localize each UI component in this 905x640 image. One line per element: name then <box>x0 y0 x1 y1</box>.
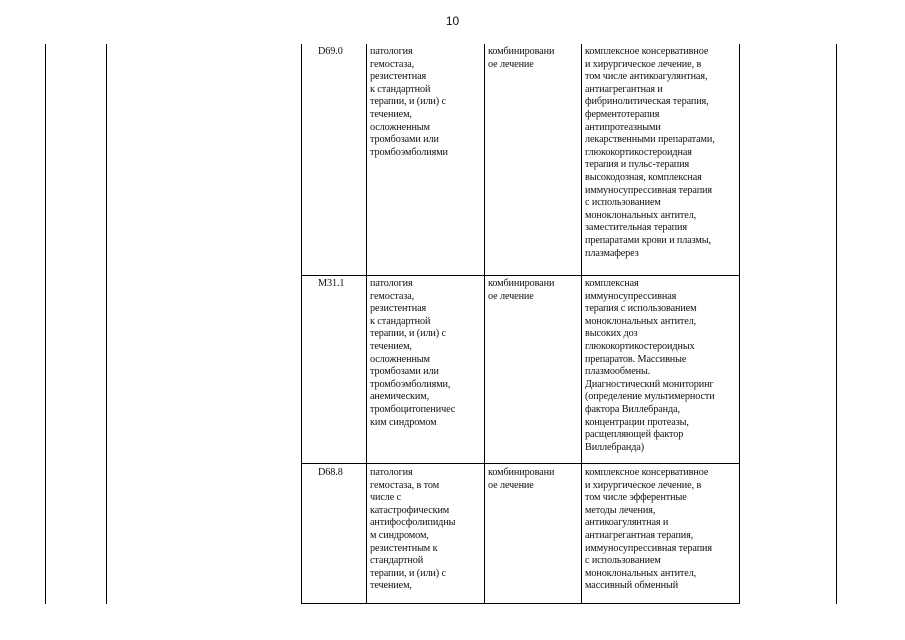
row-separator <box>301 275 740 276</box>
diagnosis-code: D68.8 <box>318 467 343 478</box>
table-border-bottom <box>301 603 740 604</box>
patient-condition: патология гемостаза, резистентная к стандартной терапии, и (или) с течением, осложненным тромбозами или тромбоэмболиями <box>370 46 448 158</box>
treatment-method: комплексное консервативное и хирургическое лечение, в том числе эфферентные методы лечения, антикоагулянтная и антиагрегантная терапия, иммуносупрессивная терапия с использованием моноклональных антител, массивный обменный <box>585 467 712 592</box>
row-separator <box>301 463 740 464</box>
treatment-type: комбинировани ое лечение <box>488 467 555 491</box>
treatment-method: комплексная иммуносупрессивная терапия с использованием моноклональных антител, высоких доз глюкокортикостероидных препаратов. Массивные плазмообмены. Диагностический мониторинг (определение мультимерности фактора Виллебранда, концентрации протеазы, расщепляющей фактор Виллебранда) <box>585 278 715 453</box>
table-border-left <box>45 44 46 604</box>
column-divider <box>301 44 302 604</box>
column-divider <box>366 44 367 604</box>
treatment-method: комплексное консервативное и хирургическое лечение, в том числе антикоагулянтная, антиагрегантная и фибринолитическая терапия, ферментотерапия антипротеазными лекарственными препаратами, глюкокортикостероидная терапия и пульс-терапия высокодозная, комплексная иммуносупрессивная терапия с использованием моноклональных антител, заместительная терапия препаратами крови и плазмы, плазмаферез <box>585 46 715 259</box>
diagnosis-code: D69.0 <box>318 46 343 57</box>
table-border-right <box>836 44 837 604</box>
patient-condition: патология гемостаза, резистентная к стандартной терапии, и (или) с течением, осложненным тромбозами или тромбоэмболиями, анемическим, тромбоцитопеничес ким синдромом <box>370 278 456 428</box>
treatment-type: комбинировани ое лечение <box>488 46 555 70</box>
column-divider <box>581 44 582 604</box>
treatment-type: комбинировани ое лечение <box>488 278 555 302</box>
column-divider <box>739 44 740 604</box>
page-number: 10 <box>445 14 460 28</box>
patient-condition: патология гемостаза, в том числе с катастрофическим антифосфолипидны м синдромом, резистентным к стандартной терапии, и (или) с течением, <box>370 467 456 592</box>
column-divider <box>106 44 107 604</box>
diagnosis-code: M31.1 <box>318 278 345 289</box>
column-divider <box>484 44 485 604</box>
